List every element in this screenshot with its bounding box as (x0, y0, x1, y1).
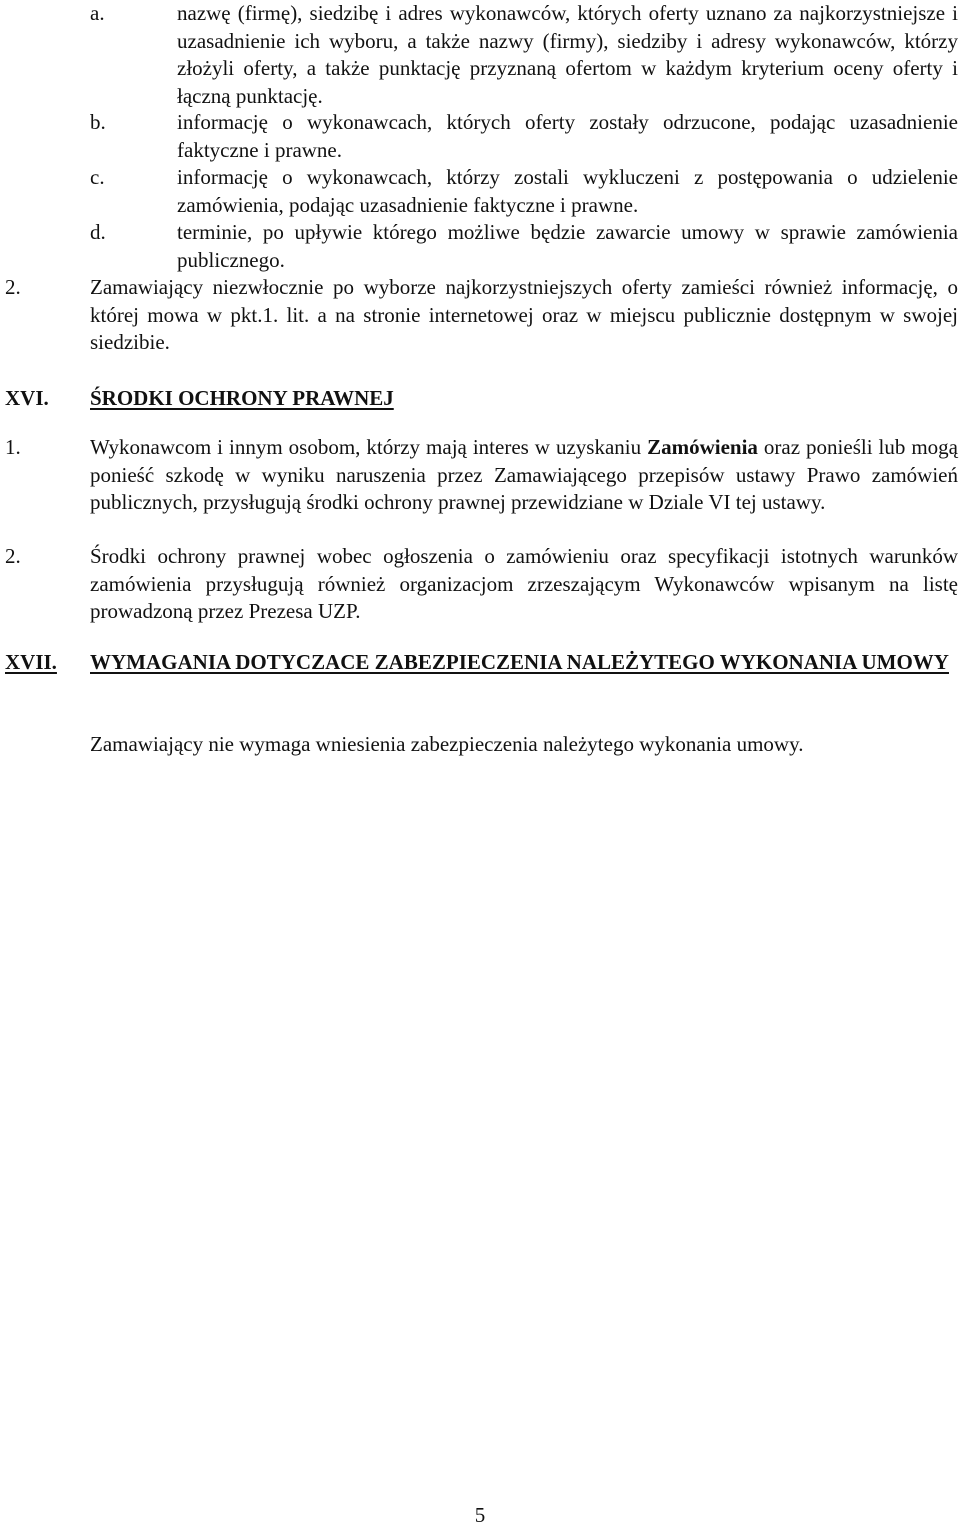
section-xvi-paragraph-2 (5, 543, 958, 626)
paragraph-2 (5, 274, 958, 357)
section-number: XVI. (5, 386, 49, 410)
section-title: ŚRODKI OCHRONY PRAWNEJ (90, 386, 394, 410)
page-number: 5 (474, 1503, 486, 1527)
paragraph-marker: 2. (5, 275, 21, 299)
list-marker: a. (90, 1, 105, 25)
section-xvi-paragraph-1 (5, 434, 958, 517)
section-xvii-text: Zamawiający nie wymaga wniesienia zabezpieczenia należytego wykonania umowy. (90, 732, 804, 756)
paragraph-marker: 2. (5, 544, 21, 568)
list-marker: c. (90, 165, 105, 189)
list-item-c (90, 164, 958, 219)
text-run: oraz ponieśli lub mogą ponieść szkodę w wyniku naruszenia przez Zamawiającego przepisów ustawy Prawo zamówień publicznych, przysługują środki ochrony prawnej przewidziane w Dziale VI tej ustawy. (90, 435, 959, 514)
list-marker: d. (90, 220, 106, 244)
paragraph-text: Środki ochrony prawnej wobec ogłoszenia o zamówieniu oraz specyfikacji istotnych warunków zamówienia przysługują również organizacjom zrzeszającym Wykonawców wpisanym na listę prowadzoną przez Prezesa UZP. (90, 544, 958, 623)
section-number: XVII. (5, 650, 57, 674)
paragraph-text: Zamawiający niezwłocznie po wyborze najkorzystniejszych oferty zamieści również informację, o której mowa w pkt.1. lit. a na stronie internetowej oraz w miejscu publicznie dostępnym w swojej siedzibie. (90, 275, 958, 354)
list-item-text: informację o wykonawcach, którzy zostali wykluczeni z postępowania o udzielenie zamówienia, podając uzasadnienie faktyczne i prawne. (177, 165, 958, 217)
list-item-text: terminie, po upływie którego możliwe będzie zawarcie umowy w sprawie zamówienia publicznego. (177, 220, 958, 272)
list-item-text: nazwę (firmę), siedzibę i adres wykonawców, których oferty uznano za najkorzystniejsze i uzasadnienie ich wyboru, a także nazwy (firmy), siedziby i adresy wykonawców, którzy złożyli oferty, a także punktację przyznaną ofertom w każdym kryterium oceny oferty i łączną punktację. (177, 1, 958, 108)
section-heading-xvii (5, 649, 958, 677)
list-item-a (90, 0, 958, 110)
text-run: Wykonawcom i innym osobom, którzy mają interes w uzyskaniu (90, 435, 648, 459)
section-title: WYMAGANIA DOTYCZACE ZABEZPIECZENIA NALEŻYTEGO WYKONANIA UMOWY (90, 650, 949, 674)
paragraph-text (90, 434, 958, 517)
list-item-b (90, 109, 958, 164)
list-marker: b. (90, 110, 106, 134)
list-item-text: informację o wykonawcach, których oferty zostały odrzucone, podając uzasadnienie faktyczne i prawne. (177, 110, 958, 162)
section-heading-xvi (5, 385, 958, 413)
bold-term: Zamówienia (647, 435, 758, 459)
list-item-d (90, 219, 958, 274)
paragraph-marker: 1. (5, 435, 21, 459)
